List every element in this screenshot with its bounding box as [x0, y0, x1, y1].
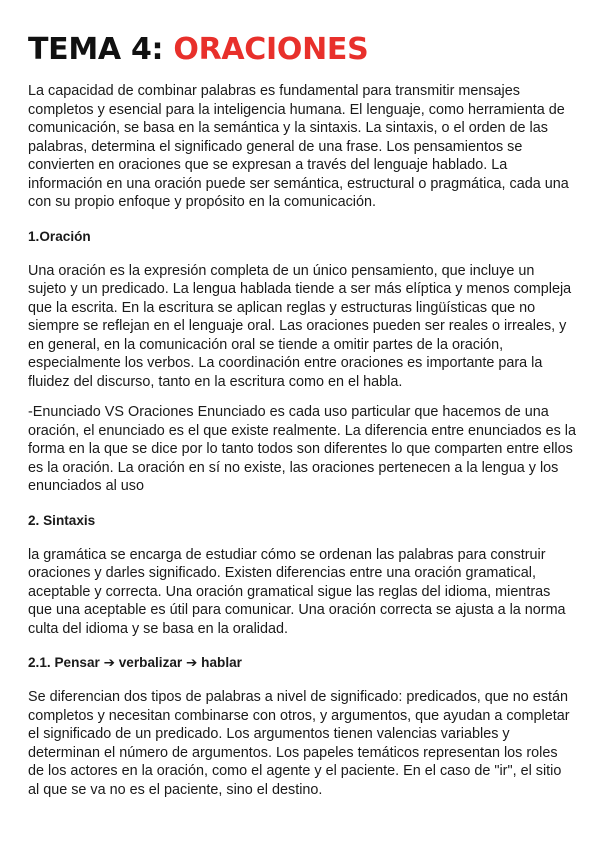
intro-paragraph: La capacidad de combinar palabras es fundamental para transmitir mensajes completos y esencial para la inteligencia humana. El lenguaje, como herramienta de comunicación, se basa en la semántica y la sintaxis. La sintaxis, o el orden de las palabras, determina el significado general de una frase. Los pensamientos se convierten en oraciones que se expresan a través del lenguaje hablado. La información en una oración puede ser semántica, estructural o pragmática, cada una con su propio enfoque y propósito en la comunicación.	[28, 83, 569, 210]
title-highlight: ORACIONES	[173, 32, 369, 67]
heading-part-pensar: 2.1. Pensar	[28, 655, 104, 670]
arrow-right-icon: ➔	[186, 655, 198, 671]
pensar-paragraph: Se diferencian dos tipos de palabras a nivel de significado: predicados, que no están completos y necesitan combinarse con otros, y argumentos, que ayudan a completar el significado de un predicado. Los argumentos tienen valencias variables y determinan el número de argumentos. Los papeles temáticos representan los roles de los actores en la oración, como el agente y el paciente. En el caso de "ir", el sitio al que se va no es el paciente, sino el destino.	[28, 689, 570, 798]
sintaxis-paragraph: la gramática se encarga de estudiar cómo se ordenan las palabras para construir oraciones y darles significado. Existen diferencias entre una oración gramatical, aceptable y correcta. Una oración gramatical sigue las reglas del idioma, mientras que una aceptable es útil para comunicar. Una oración correcta se ajusta a la norma culta del idioma y se basa en la oralidad.	[28, 546, 566, 637]
section-heading-sintaxis: 2. Sintaxis	[28, 512, 96, 528]
section-heading-oracion: 1.Oración	[28, 228, 91, 244]
heading-part-verbalizar: verbalizar	[114, 655, 186, 670]
heading-part-hablar: hablar	[197, 655, 242, 670]
page-title	[28, 30, 576, 70]
title-prefix: TEMA 4:	[28, 32, 174, 67]
arrow-right-icon: ➔	[103, 655, 115, 671]
oracion-paragraph-2: -Enunciado VS Oraciones Enunciado es cada uso particular que hacemos de una oración, el enunciado es el que existe realmente. La diferencia entre enunciados es la forma en la que se dice por lo tanto todos son diferentes lo que comparten entre ellos es la oración. La oración en sí no existe, las oraciones pertenecen a la lengua y los enunciados al uso	[28, 404, 576, 494]
document-page	[28, 30, 576, 799]
oracion-paragraph-1: Una oración es la expresión completa de un único pensamiento, que incluye un sujeto y un predicado. La lengua hablada tiende a ser más elíptica y menos compleja que la escrita. En la escritura se aplican reglas y estructuras lingüísticas que no siempre se reflejan en el lenguaje oral. Las oraciones pueden ser reales o irreales, y en general, en la comunicación oral se tiende a omitir partes de la oración, especialmente los verbos. La coordinación entre oraciones es importante para la fluidez del discurso, tanto en la escritura como en el habla.	[28, 262, 572, 390]
section-heading-pensar	[28, 654, 576, 672]
